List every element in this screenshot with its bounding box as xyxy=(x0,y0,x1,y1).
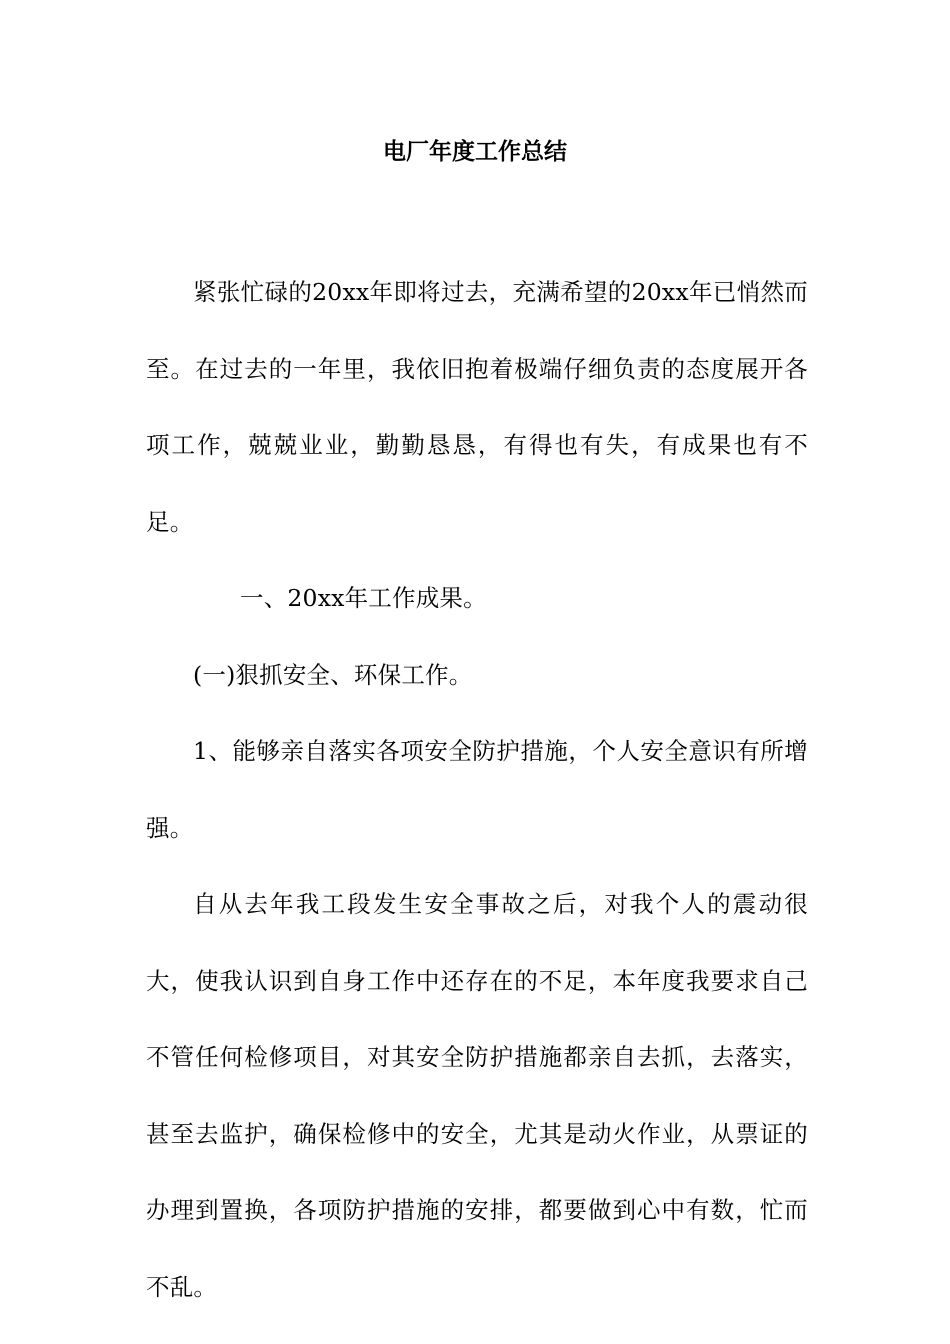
paragraph-intro: 紧张忙碌的20xx年即将过去，充满希望的20xx年已悄然而至。在过去的一年里，我依旧抱着极端仔细负责的态度展开各项工作，兢兢业业，勤勤恳恳，有得也有失，有成果也有不足。 xyxy=(146,278,808,536)
subsection-heading-safety: (一)狠抓安全、环保工作。 xyxy=(193,660,473,689)
document-title: 电厂年度工作总结 xyxy=(383,139,567,165)
document-body xyxy=(146,254,808,1325)
paragraph-safety-detail: 自从去年我工段发生安全事故之后，对我个人的震动很大，使我认识到自身工作中还存在的不足，本年度我要求自己不管任何检修项目，对其安全防护措施都亲自去抓，去落实，甚至去监护，确保检修中的安全，尤其是动火作业，从票证的办理到置换，各项防护措施的安排，都要做到心中有数，忙而不乱。 xyxy=(146,890,808,1301)
section-heading-achievements: 一、20xx年工作成果。 xyxy=(240,584,487,612)
paragraph-item-1: 1、能够亲自落实各项安全防护措施，个人安全意识有所增强。 xyxy=(146,737,808,842)
